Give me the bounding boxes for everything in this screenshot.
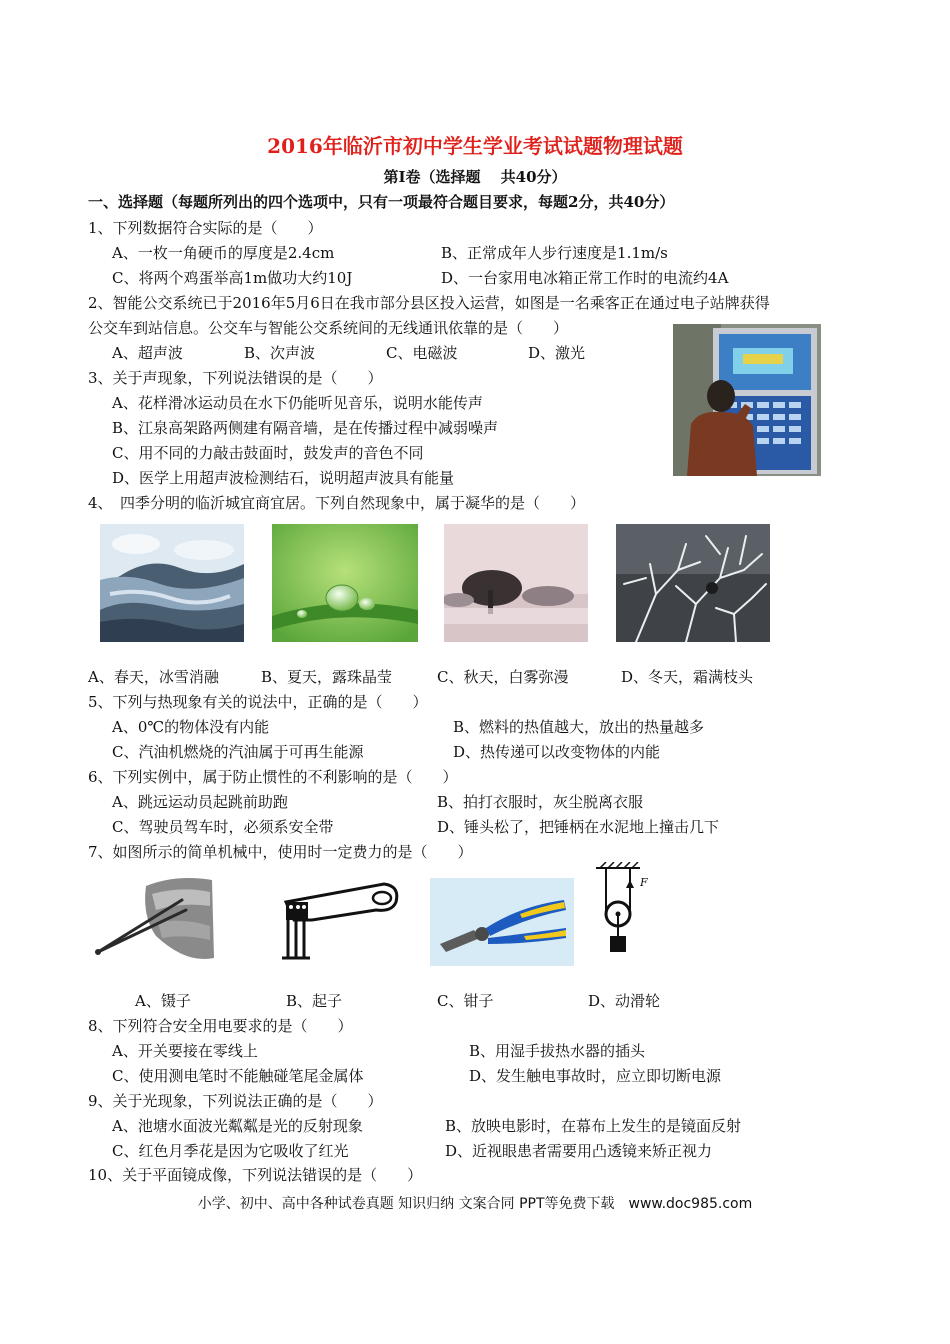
q8-option-b: B、用湿手拔热水器的插头 xyxy=(469,1042,646,1060)
movable-pulley-illustration xyxy=(592,862,662,968)
q1-option-c: C、将两个鸡蛋举高1m做功大约10J xyxy=(112,269,353,287)
q2-stem-line2: 公交车到站信息。公交车与智能公交系统间的无线通讯依靠的是（ ） xyxy=(88,319,569,337)
force-label-f: F xyxy=(640,876,648,889)
q5-option-d: D、热传递可以改变物体的内能 xyxy=(453,743,661,761)
page-footer: 小学、初中、高中各种试卷真题 知识归纳 文案合同 PPT等免费下载 www.doc985.com xyxy=(197,1196,753,1212)
q5-stem: 5、下列与热现象有关的说法中，正确的是（ ） xyxy=(88,693,428,711)
q3-option-c: C、用不同的力敲击鼓面时，鼓发声的音色不同 xyxy=(112,444,424,462)
q8-option-a: A、开关要接在零线上 xyxy=(112,1042,258,1060)
q9-stem: 9、关于光现象，下列说法正确的是（ ） xyxy=(88,1092,383,1110)
q1-option-a: A、一枚一角硬币的厚度是2.4cm xyxy=(112,244,335,262)
q7-stem: 7、如图所示的简单机械中，使用时一定费力的是（ ） xyxy=(88,843,473,861)
q8-stem: 8、下列符合安全用电要求的是（ ） xyxy=(88,1017,353,1035)
q2-option-c: C、电磁波 xyxy=(386,344,458,362)
q1-option-d: D、一台家用电冰箱正常工作时的电流约4A xyxy=(441,269,729,287)
q5-option-a: A、0℃的物体没有内能 xyxy=(112,718,270,736)
tweezers-illustration xyxy=(86,866,218,968)
bus-stop-sign-photo xyxy=(673,324,821,476)
q9-option-c: C、红色月季花是因为它吸收了红光 xyxy=(112,1142,349,1160)
q10-stem: 10、关于平面镜成像，下列说法错误的是（ ） xyxy=(88,1166,423,1184)
dew-drop-on-leaf-photo xyxy=(272,524,418,642)
pliers-illustration xyxy=(430,878,574,966)
frost-on-branches-photo xyxy=(616,524,770,642)
q1-stem: 1、下列数据符合实际的是（ ） xyxy=(88,219,323,237)
part-one-instructions: 一、选择题（每题所列出的四个选项中，只有一项最符合题目要求，每题2分，共40分） xyxy=(88,193,675,211)
q9-option-b: B、放映电影时，在幕布上发生的是镜面反射 xyxy=(445,1117,742,1135)
q3-option-a: A、花样滑冰运动员在水下仍能听见音乐，说明水能传声 xyxy=(112,394,483,412)
autumn-fog-photo xyxy=(444,524,588,642)
q6-option-b: B、拍打衣服时，灰尘脱离衣服 xyxy=(437,793,644,811)
exam-title: 2016年临沂市初中学生学业考试试题物理试题 xyxy=(267,134,683,158)
q5-option-c: C、汽油机燃烧的汽油属于可再生能源 xyxy=(112,743,364,761)
q6-stem: 6、下列实例中，属于防止惯性的不利影响的是（ ） xyxy=(88,768,458,786)
q1-option-b: B、正常成年人步行速度是1.1m/s xyxy=(441,244,668,262)
q4-option-b: B、夏天，露珠晶莹 xyxy=(261,668,393,686)
q4-option-d: D、冬天，霜满枝头 xyxy=(621,668,754,686)
q7-option-d: D、动滑轮 xyxy=(588,992,661,1010)
q8-option-c: C、使用测电笔时不能触碰笔尾金属体 xyxy=(112,1067,364,1085)
bottle-opener-illustration xyxy=(276,876,402,962)
q5-option-b: B、燃料的热值越大，放出的热量越多 xyxy=(453,718,705,736)
q7-option-b: B、起子 xyxy=(286,992,343,1010)
q6-option-d: D、锤头松了，把锤柄在水泥地上撞击几下 xyxy=(437,818,720,836)
q2-stem-line1: 2、智能公交系统已于2016年5月6日在我市部分县区投入运营，如图是一名乘客正在通过电子站牌获得 xyxy=(88,294,770,312)
q6-option-a: A、跳远运动员起跳前助跑 xyxy=(112,793,288,811)
q3-stem: 3、关于声现象，下列说法错误的是（ ） xyxy=(88,369,383,387)
q3-option-d: D、医学上用超声波检测结石，说明超声波具有能量 xyxy=(112,469,455,487)
q4-option-c: C、秋天，白雾弥漫 xyxy=(437,668,569,686)
q4-option-a: A、春天，冰雪消融 xyxy=(88,668,219,686)
section-header: 第Ⅰ卷（选择题 共40分） xyxy=(383,168,567,186)
q9-option-d: D、近视眼患者需要用凸透镜来矫正视力 xyxy=(445,1142,713,1160)
q8-option-d: D、发生触电事故时，应立即切断电源 xyxy=(469,1067,722,1085)
q9-option-a: A、池塘水面波光粼粼是光的反射现象 xyxy=(112,1117,363,1135)
q7-option-c: C、钳子 xyxy=(437,992,494,1010)
q2-option-d: D、激光 xyxy=(528,344,586,362)
q2-option-a: A、超声波 xyxy=(112,344,183,362)
q6-option-c: C、驾驶员驾车时，必须系安全带 xyxy=(112,818,334,836)
q2-option-b: B、次声波 xyxy=(244,344,316,362)
q3-option-b: B、江泉高架路两侧建有隔音墙，是在传播过程中减弱噪声 xyxy=(112,419,499,437)
q7-option-a: A、镊子 xyxy=(135,992,191,1010)
q4-stem: 4、 四季分明的临沂城宜商宜居。下列自然现象中，属于凝华的是（ ） xyxy=(88,494,586,512)
ice-snow-melting-photo xyxy=(100,524,244,642)
